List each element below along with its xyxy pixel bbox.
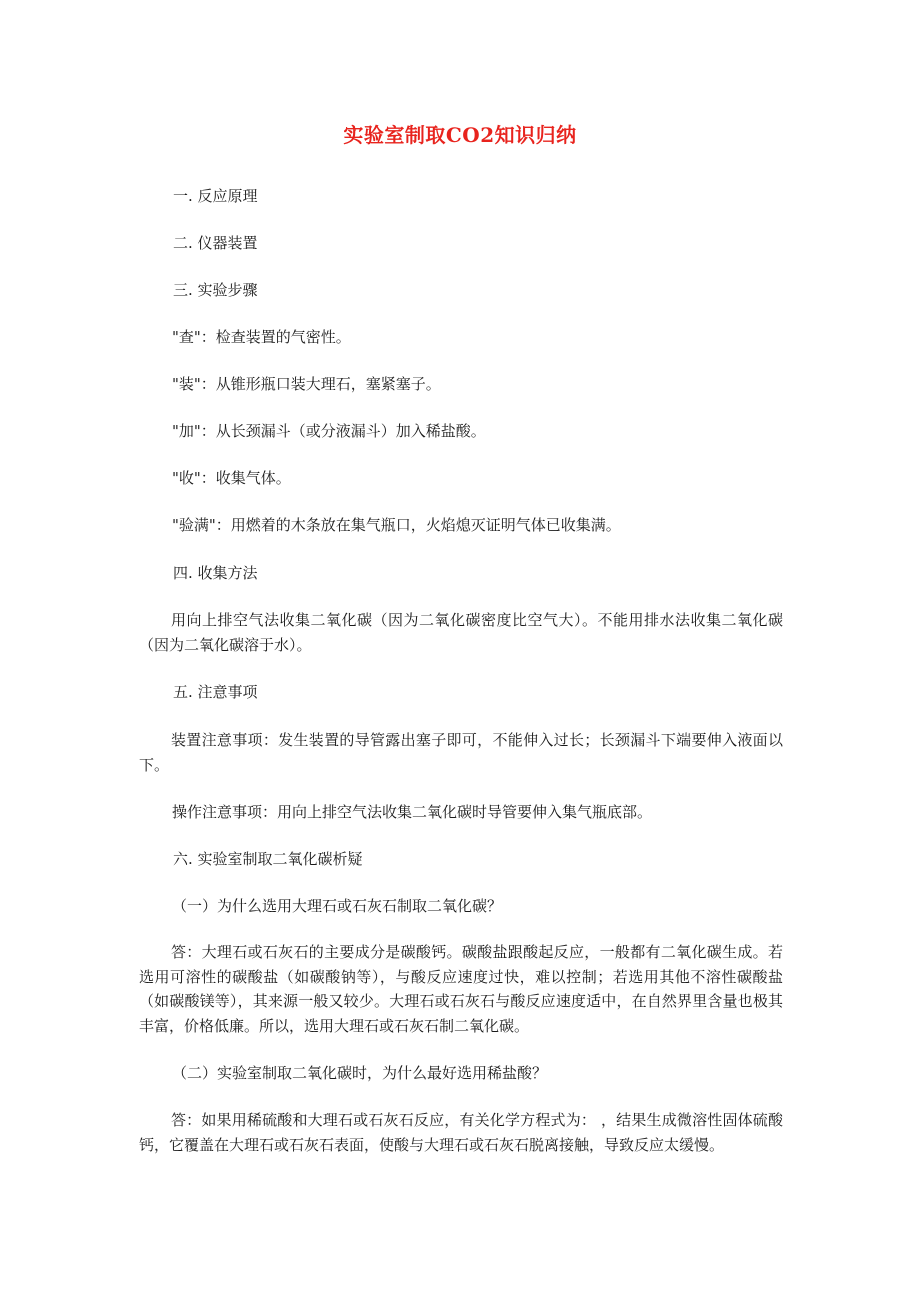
question-2: （二）实验室制取二氧化碳时，为什么最好选用稀盐酸？ — [172, 1064, 548, 1082]
section-heading-collection-method: 四. 收集方法 — [173, 564, 258, 582]
step-collect: "收"：收集气体。 — [172, 469, 291, 487]
section-heading-apparatus: 二. 仪器装置 — [173, 234, 258, 252]
collection-method-paragraph: 用向上排空气法收集二氧化碳（因为二氧化碳密度比空气大）。不能用排水法收集二氧化碳（因为二氧化碳溶于水）。 — [139, 611, 783, 654]
answer-1-paragraph: 答：大理石或石灰石的主要成分是碳酸钙。碳酸盐跟酸起反应，一般都有二氧化碳生成。若选用可溶性的碳酸盐（如碳酸钠等），与酸反应速度过快，难以控制；若选用其他不溶性碳酸盐（如碳酸镁等），其来源一般又较少。大理石或石灰石与酸反应速度适中，在自然界里含量也极其丰富，价格低廉。所以，选用大理石或石灰石制二氧化碳。 — [139, 943, 783, 1036]
section-heading-precautions: 五. 注意事项 — [173, 683, 258, 701]
step-check: "查"：检查装置的气密性。 — [172, 328, 351, 346]
document-title: 实验室制取CO2知识归纳 — [343, 123, 577, 147]
step-load: "装"：从锥形瓶口装大理石，塞紧塞子。 — [172, 375, 441, 393]
question-1: （一）为什么选用大理石或石灰石制取二氧化碳？ — [172, 897, 503, 915]
step-add: "加"：从长颈漏斗（或分液漏斗）加入稀盐酸。 — [172, 422, 486, 440]
answer-2-paragraph: 答：如果用稀硫酸和大理石或石灰石反应，有关化学方程式为： ，结果生成微溶性固体硫酸钙，它覆盖在大理石或石灰石表面，使酸与大理石或石灰石脱离接触，导致反应太缓慢。 — [139, 1111, 783, 1154]
apparatus-notes-paragraph: 装置注意事项：发生装置的导管露出塞子即可，不能伸入过长；长颈漏斗下端要伸入液面以下。 — [139, 731, 783, 774]
step-verify: "验满"：用燃着的木条放在集气瓶口，火焰熄灭证明气体已收集满。 — [172, 516, 621, 534]
section-heading-experiment-steps: 三. 实验步骤 — [173, 281, 258, 299]
section-heading-analysis: 六. 实验室制取二氧化碳析疑 — [173, 850, 363, 868]
operation-notes-paragraph: 操作注意事项：用向上排空气法收集二氧化碳时导管要伸入集气瓶底部。 — [172, 803, 653, 821]
section-heading-reaction-principle: 一. 反应原理 — [173, 187, 258, 205]
